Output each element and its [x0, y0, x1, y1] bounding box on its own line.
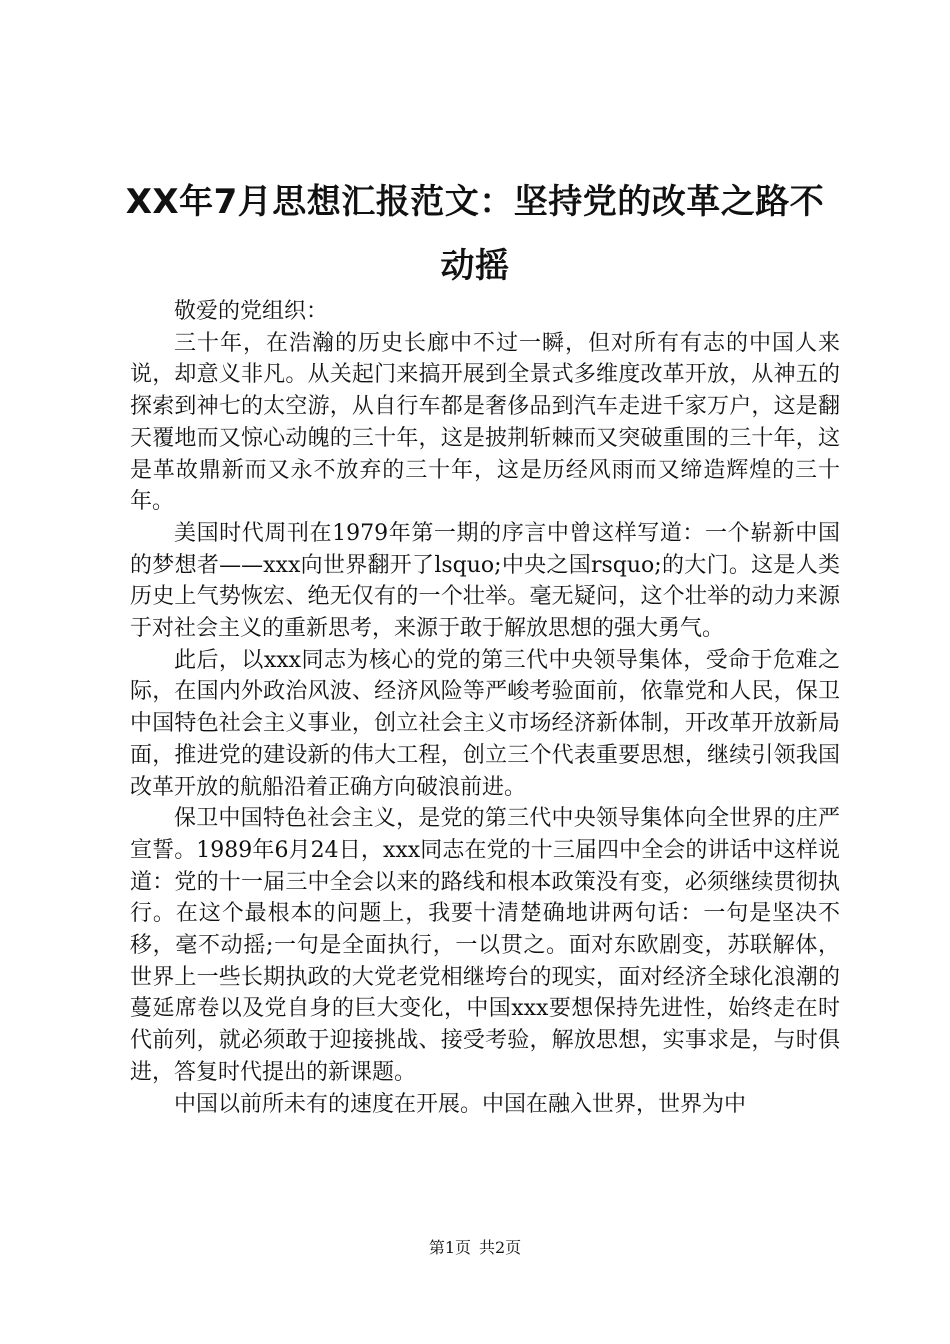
page-footer	[0, 1238, 950, 1258]
page-number: 第1页	[428, 1238, 471, 1257]
paragraph: 中国以前所未有的速度在开展。中国在融入世界，世界为中	[174, 1091, 747, 1117]
document-body	[130, 296, 840, 1120]
page-total: 共2页	[479, 1238, 522, 1257]
paragraph: 此后，以xxx同志为核心的党的第三代中央领导集体，受命于危难之际，在国内外政治风波、经济风险等严峻考验面前，依靠党和人民，保卫中国特色社会主义事业，创立社会主义市场经济新体制，开改革开放新局面，推进党的建设新的伟大工程，创立三个代表重要思想，继续引领我国改革开放的航船沿着正确方向破浪前进。	[130, 647, 840, 800]
paragraph: 三十年，在浩瀚的历史长廊中不过一瞬，但对所有有志的中国人来说，却意义非凡。从关起门来搞开展到全景式多维度改革开放，从神五的探索到神七的太空游，从自行车都是奢侈品到汽车走进千家万户，这是翻天覆地而又惊心动魄的三十年，这是披荆斩棘而又突破重围的三十年，这是革故鼎新而又永不放弃的三十年，这是历经风雨而又缔造辉煌的三十年。	[130, 330, 840, 515]
document-title: XX年7月思想汇报范文：坚持党的改革之路不动摇	[125, 182, 825, 286]
salutation: 敬爱的党组织：	[174, 299, 329, 324]
paragraph: 保卫中国特色社会主义，是党的第三代中央领导集体向全世界的庄严宣誓。1989年6月24日，xxx同志在党的十三届四中全会的讲话中这样说道：党的十一届三中全会以来的路线和根本政策没有变，必须继续贯彻执行。在这个最根本的问题上，我要十清楚确地讲两句话：一句是坚决不移，毫不动摇;一句是全面执行，一以贯之。面对东欧剧变，苏联解体，世界上一些长期执政的大党老党相继垮台的现实，面对经济全球化浪潮的蔓延席卷以及党自身的巨大变化，中国xxx要想保持先进性，始终走在时代前列，就必须敢于迎接挑战、接受考验，解放思想，实事求是，与时俱进，答复时代提出的新课题。	[130, 806, 840, 1085]
paragraph: 美国时代周刊在1979年第一期的序言中曾这样写道：一个崭新中国的梦想者——xxx向世界翻开了lsquo;中央之国rsquo;的大门。这是人类历史上气势恢宏、绝无仅有的一个壮举。毫无疑问，这个壮举的动力来源于对社会主义的重新思考，来源于敢于解放思想的强大勇气。	[130, 520, 840, 642]
